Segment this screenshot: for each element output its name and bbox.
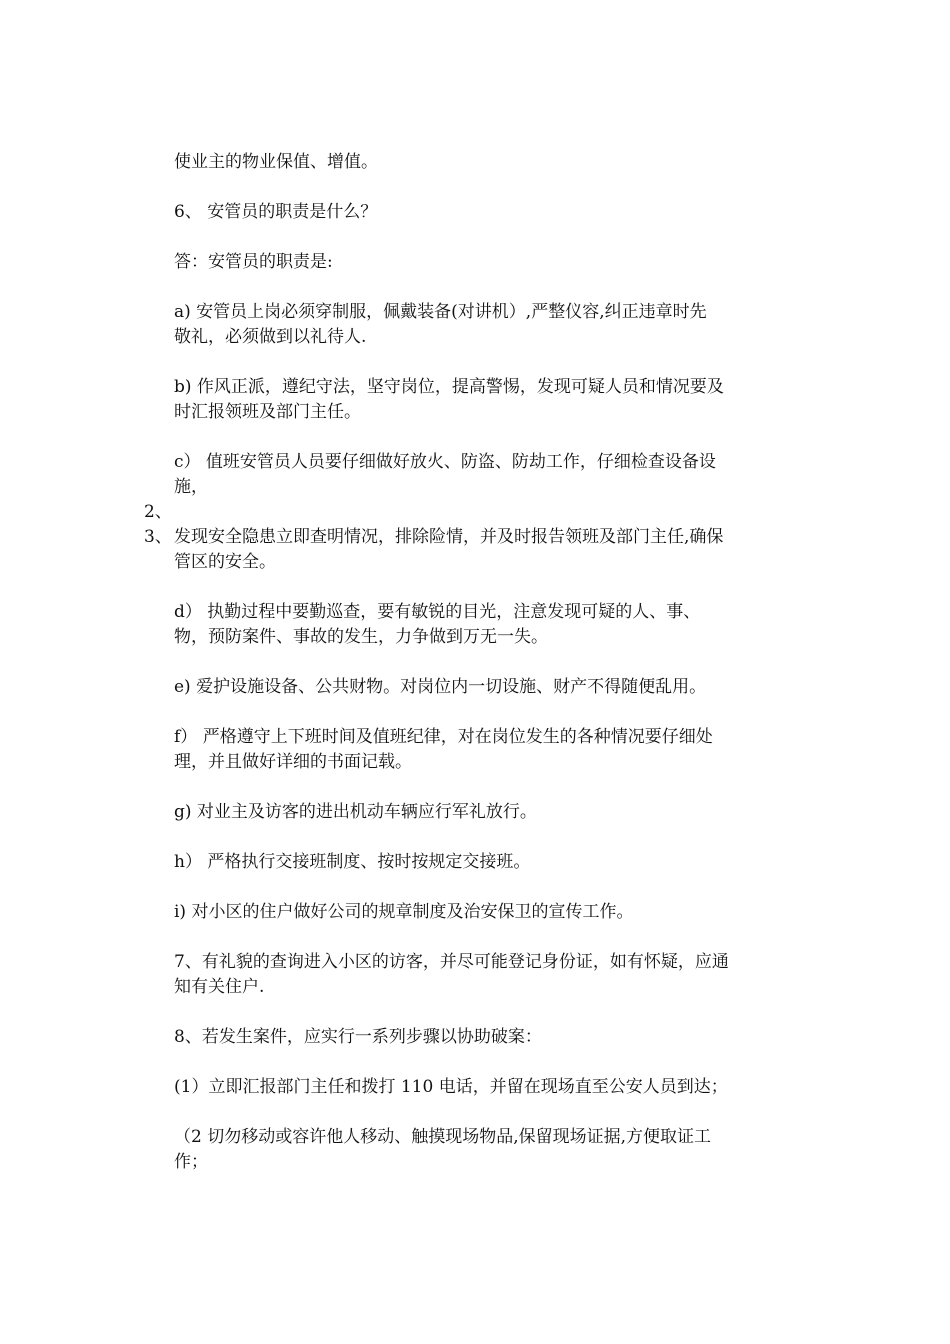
- item-7-line-2: 知有关住户.: [174, 977, 265, 997]
- step-1: (1）立即汇报部门主任和拨打 110 电话，并留在现场直至公安人员到达；: [174, 1077, 728, 1097]
- text-line: 使业主的物业保值、增值。: [174, 152, 378, 172]
- item-7-line-1: 7、有礼貌的查询进入小区的访客，并尽可能登记身份证，如有怀疑，应通: [174, 952, 729, 972]
- list-marker-3: 3、: [144, 527, 172, 547]
- item-f-line-2: 理，并且做好详细的书面记载。: [174, 752, 412, 772]
- item-b-line-1: b) 作风正派，遵纪守法，坚守岗位，提高警惕，发现可疑人员和情况要及: [174, 377, 724, 397]
- item-h: h） 严格执行交接班制度、按时按规定交接班。: [174, 852, 531, 872]
- item-3-line-1: 发现安全隐患立即查明情况，排除险情，并及时报告领班及部门主任,确保: [174, 527, 724, 547]
- step-2-line-2: 作；: [174, 1152, 208, 1172]
- item-b-line-2: 时汇报领班及部门主任。: [174, 402, 361, 422]
- item-f-line-1: f） 严格遵守上下班时间及值班纪律，对在岗位发生的各种情况要仔细处: [174, 727, 713, 747]
- item-3-line-2: 管区的安全。: [174, 552, 276, 572]
- step-2-line-1: （2 切勿移动或容许他人移动、触摸现场物品,保留现场证据,方便取证工: [174, 1127, 712, 1147]
- list-marker-2: 2、: [144, 502, 172, 522]
- item-d-line-2: 物，预防案件、事故的发生，力争做到万无一失。: [174, 627, 548, 647]
- item-c-line-1: c） 值班安管员人员要仔细做好放火、防盗、防劫工作，仔细检查设备设: [174, 452, 716, 472]
- item-8: 8、若发生案件，应实行一系列步骤以协助破案：: [174, 1027, 542, 1047]
- item-i: i) 对小区的住户做好公司的规章制度及治安保卫的宣传工作。: [174, 902, 634, 922]
- item-g: g) 对业主及访客的进出机动车辆应行军礼放行。: [174, 802, 537, 822]
- item-e: e) 爱护设施设备、公共财物。对岗位内一切设施、财产不得随便乱用。: [174, 677, 707, 697]
- item-a-line-2: 敬礼，必须做到以礼待人.: [174, 327, 367, 347]
- item-a-line-1: a) 安管员上岗必须穿制服，佩戴装备(对讲机）,严整仪容,纠正违章时先: [174, 302, 707, 322]
- item-d-line-1: d） 执勤过程中要勤巡查，要有敏锐的目光，注意发现可疑的人、事、: [174, 602, 701, 622]
- question-6: 6、 安管员的职责是什么？: [174, 202, 378, 222]
- answer-intro: 答：安管员的职责是:: [174, 252, 333, 272]
- item-c-line-2: 施，: [174, 477, 208, 497]
